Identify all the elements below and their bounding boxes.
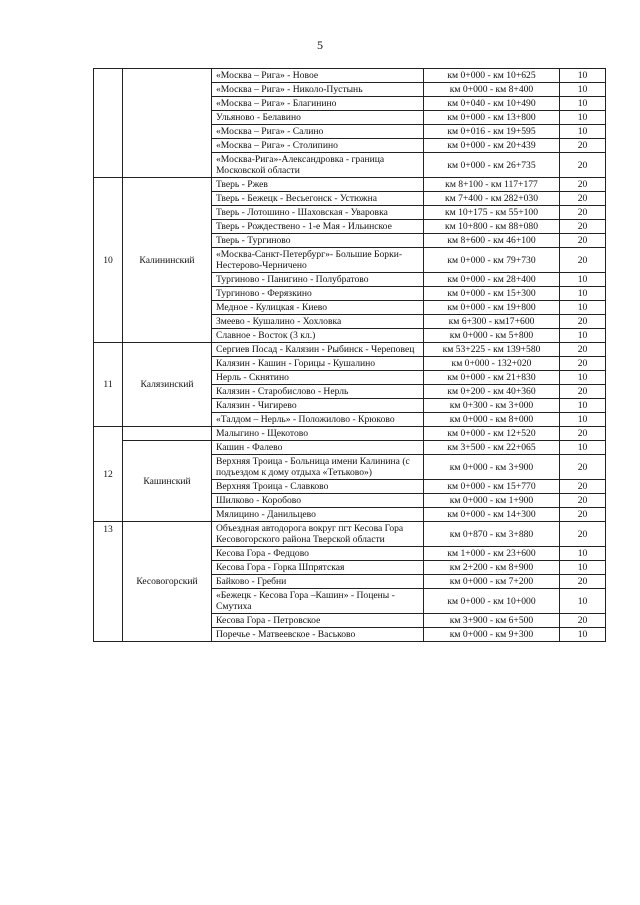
road-name-cell: Калязин - Чигирево <box>212 399 424 413</box>
km-range-cell: км 0+200 - км 40+360 <box>424 385 560 399</box>
category-cell: 10 <box>560 628 606 642</box>
road-name-cell: «Бежецк - Кесова Гора –Кашин» - Поцены - Смутиха <box>212 589 424 614</box>
category-cell: 10 <box>560 371 606 385</box>
category-cell: 20 <box>560 480 606 494</box>
km-range-cell: км 0+870 - км 3+880 <box>424 522 560 547</box>
km-range-cell: км 7+400 - км 282+030 <box>424 192 560 206</box>
road-name-cell: Славное - Восток (3 кл.) <box>212 329 424 343</box>
km-range-cell: км 0+300 - км 3+000 <box>424 399 560 413</box>
road-name-cell: Тверь - Бежецк - Весьегонск - Устюжна <box>212 192 424 206</box>
road-name-cell: Кесова Гора - Горка Шпрятская <box>212 561 424 575</box>
km-range-cell: км 0+000 - км 8+400 <box>424 83 560 97</box>
km-range-cell: км 0+000 - км 7+200 <box>424 575 560 589</box>
road-name-cell: Поречье - Матвеевское - Васьково <box>212 628 424 642</box>
table-row <box>94 178 606 192</box>
road-name-cell: «Москва – Рига» - Салино <box>212 125 424 139</box>
page-number: 5 <box>317 38 323 52</box>
road-name-cell: «Москва – Рига» - Столипино <box>212 139 424 153</box>
district-cell <box>123 69 212 178</box>
road-name-cell: Медное - Кулицкая - Киево <box>212 301 424 315</box>
km-range-cell: км 10+175 - км 55+100 <box>424 206 560 220</box>
category-cell: 20 <box>560 139 606 153</box>
district-cell-blank <box>123 427 212 441</box>
category-cell: 10 <box>560 69 606 83</box>
district-cell: Кашинский <box>123 441 212 522</box>
km-range-cell: км 0+000 - км 19+800 <box>424 301 560 315</box>
km-range-cell: км 0+000 - км 79+730 <box>424 248 560 273</box>
km-range-cell: км 8+600 - км 46+100 <box>424 234 560 248</box>
category-cell: 10 <box>560 589 606 614</box>
road-name-cell: Змеево - Кушалино - Хохловка <box>212 315 424 329</box>
road-name-cell: «Талдом – Нерль» - Положилово - Крюково <box>212 413 424 427</box>
road-name-cell: «Москва – Рига» - Благинино <box>212 97 424 111</box>
km-range-cell: км 2+200 - км 8+900 <box>424 561 560 575</box>
table-row <box>94 69 606 83</box>
km-range-cell: км 0+000 - км 15+770 <box>424 480 560 494</box>
km-range-cell: км 0+000 - км 10+000 <box>424 589 560 614</box>
km-range-cell: км 0+000 - км 13+800 <box>424 111 560 125</box>
table-row <box>94 427 606 441</box>
road-name-cell: Байково - Гребни <box>212 575 424 589</box>
road-name-cell: Нерль - Скнятино <box>212 371 424 385</box>
group-number-cell <box>94 69 123 178</box>
category-cell: 10 <box>560 561 606 575</box>
road-name-cell: Тверь - Лотошино - Шаховская - Уваровка <box>212 206 424 220</box>
category-cell: 10 <box>560 547 606 561</box>
km-range-cell: км 0+000 - км 26+735 <box>424 153 560 178</box>
km-range-cell: км 0+016 - км 19+595 <box>424 125 560 139</box>
km-range-cell: км 6+300 - км17+600 <box>424 315 560 329</box>
category-cell: 20 <box>560 455 606 480</box>
category-cell: 20 <box>560 508 606 522</box>
km-range-cell: км 0+040 - км 10+490 <box>424 97 560 111</box>
road-name-cell: Тверь - Ржев <box>212 178 424 192</box>
category-cell: 20 <box>560 427 606 441</box>
category-cell: 20 <box>560 248 606 273</box>
km-range-cell: км 3+500 - км 22+065 <box>424 441 560 455</box>
km-range-cell: км 0+000 - км 9+300 <box>424 628 560 642</box>
road-name-cell: Кашин - Фалево <box>212 441 424 455</box>
km-range-cell: км 0+000 - км 1+900 <box>424 494 560 508</box>
category-cell: 20 <box>560 220 606 234</box>
category-cell: 10 <box>560 329 606 343</box>
category-cell: 20 <box>560 575 606 589</box>
group-number-cell: 10 <box>94 178 123 343</box>
km-range-cell: км 0+000 - км 5+800 <box>424 329 560 343</box>
category-cell: 20 <box>560 178 606 192</box>
category-cell: 20 <box>560 206 606 220</box>
km-range-cell: км 8+100 - км 117+177 <box>424 178 560 192</box>
road-name-cell: Сергиев Посад - Калязин - Рыбинск - Череповец <box>212 343 424 357</box>
category-cell: 10 <box>560 125 606 139</box>
category-cell: 20 <box>560 192 606 206</box>
road-name-cell: Ульяново - Белавино <box>212 111 424 125</box>
km-range-cell: км 0+000 - км 3+900 <box>424 455 560 480</box>
category-cell: 10 <box>560 413 606 427</box>
category-cell: 10 <box>560 97 606 111</box>
district-cell: Кесовогорский <box>123 522 212 642</box>
group-number-cell: 11 <box>94 343 123 427</box>
road-name-cell: Шилково - Коробово <box>212 494 424 508</box>
road-name-cell: Малыгино - Щекотово <box>212 427 424 441</box>
category-cell: 10 <box>560 83 606 97</box>
category-cell: 10 <box>560 273 606 287</box>
road-name-cell: Тургиново - Ферязкино <box>212 287 424 301</box>
road-name-cell: Верхняя Троица - Славково <box>212 480 424 494</box>
road-name-cell: «Москва-Рига»-Александровка - граница Московской области <box>212 153 424 178</box>
category-cell: 10 <box>560 301 606 315</box>
road-name-cell: Кесова Гора - Федцово <box>212 547 424 561</box>
km-range-cell: км 0+000 - км 14+300 <box>424 508 560 522</box>
km-range-cell: км 53+225 - км 139+580 <box>424 343 560 357</box>
category-cell: 20 <box>560 343 606 357</box>
km-range-cell: км 3+900 - км 6+500 <box>424 614 560 628</box>
table-row <box>94 343 606 357</box>
km-range-cell: км 1+000 - км 23+600 <box>424 547 560 561</box>
category-cell: 10 <box>560 441 606 455</box>
km-range-cell: км 0+000 - км 20+439 <box>424 139 560 153</box>
km-range-cell: км 0+000 - км 10+625 <box>424 69 560 83</box>
road-name-cell: «Москва-Санкт-Петербург»- Большие Борки-Нестерово-Черничено <box>212 248 424 273</box>
road-name-cell: Кесова Гора - Петровское <box>212 614 424 628</box>
category-cell: 10 <box>560 111 606 125</box>
category-cell: 20 <box>560 522 606 547</box>
category-cell: 20 <box>560 234 606 248</box>
road-name-cell: Объездная автодорога вокруг пгт Кесова Гора Кесовогорского района Тверской области <box>212 522 424 547</box>
category-cell: 10 <box>560 399 606 413</box>
road-name-cell: «Москва – Рига» - Николо-Пустынь <box>212 83 424 97</box>
category-cell: 20 <box>560 357 606 371</box>
district-cell: Калининский <box>123 178 212 343</box>
category-cell: 20 <box>560 494 606 508</box>
category-cell: 20 <box>560 315 606 329</box>
road-name-cell: Мялицино - Данильцево <box>212 508 424 522</box>
category-cell: 10 <box>560 287 606 301</box>
road-name-cell: Тверь - Рождествено - 1-е Мая - Ильинское <box>212 220 424 234</box>
road-registry-table <box>93 68 606 642</box>
road-name-cell: Калязин - Кашин - Горицы - Кушалино <box>212 357 424 371</box>
km-range-cell: км 0+000 - км 8+000 <box>424 413 560 427</box>
km-range-cell: км 0+000 - 132+020 <box>424 357 560 371</box>
category-cell: 20 <box>560 385 606 399</box>
table-row <box>94 441 606 455</box>
road-name-cell: Калязин - Старобислово - Нерль <box>212 385 424 399</box>
group-number-cell: 12 <box>94 427 123 522</box>
group-number-cell: 13 <box>94 522 123 642</box>
road-name-cell: Тургиново - Панигино - Полубратово <box>212 273 424 287</box>
km-range-cell: км 0+000 - км 15+300 <box>424 287 560 301</box>
table-row <box>94 522 606 547</box>
category-cell: 20 <box>560 153 606 178</box>
km-range-cell: км 10+800 - км 88+080 <box>424 220 560 234</box>
road-name-cell: Тверь - Тургиново <box>212 234 424 248</box>
km-range-cell: км 0+000 - км 12+520 <box>424 427 560 441</box>
road-name-cell: Верхняя Троица - Больница имени Калинина (с подъездом к дому отдыха «Тетьково») <box>212 455 424 480</box>
km-range-cell: км 0+000 - км 21+830 <box>424 371 560 385</box>
district-cell: Калязинский <box>123 343 212 427</box>
km-range-cell: км 0+000 - км 28+400 <box>424 273 560 287</box>
category-cell: 20 <box>560 614 606 628</box>
road-name-cell: «Москва – Рига» - Новое <box>212 69 424 83</box>
